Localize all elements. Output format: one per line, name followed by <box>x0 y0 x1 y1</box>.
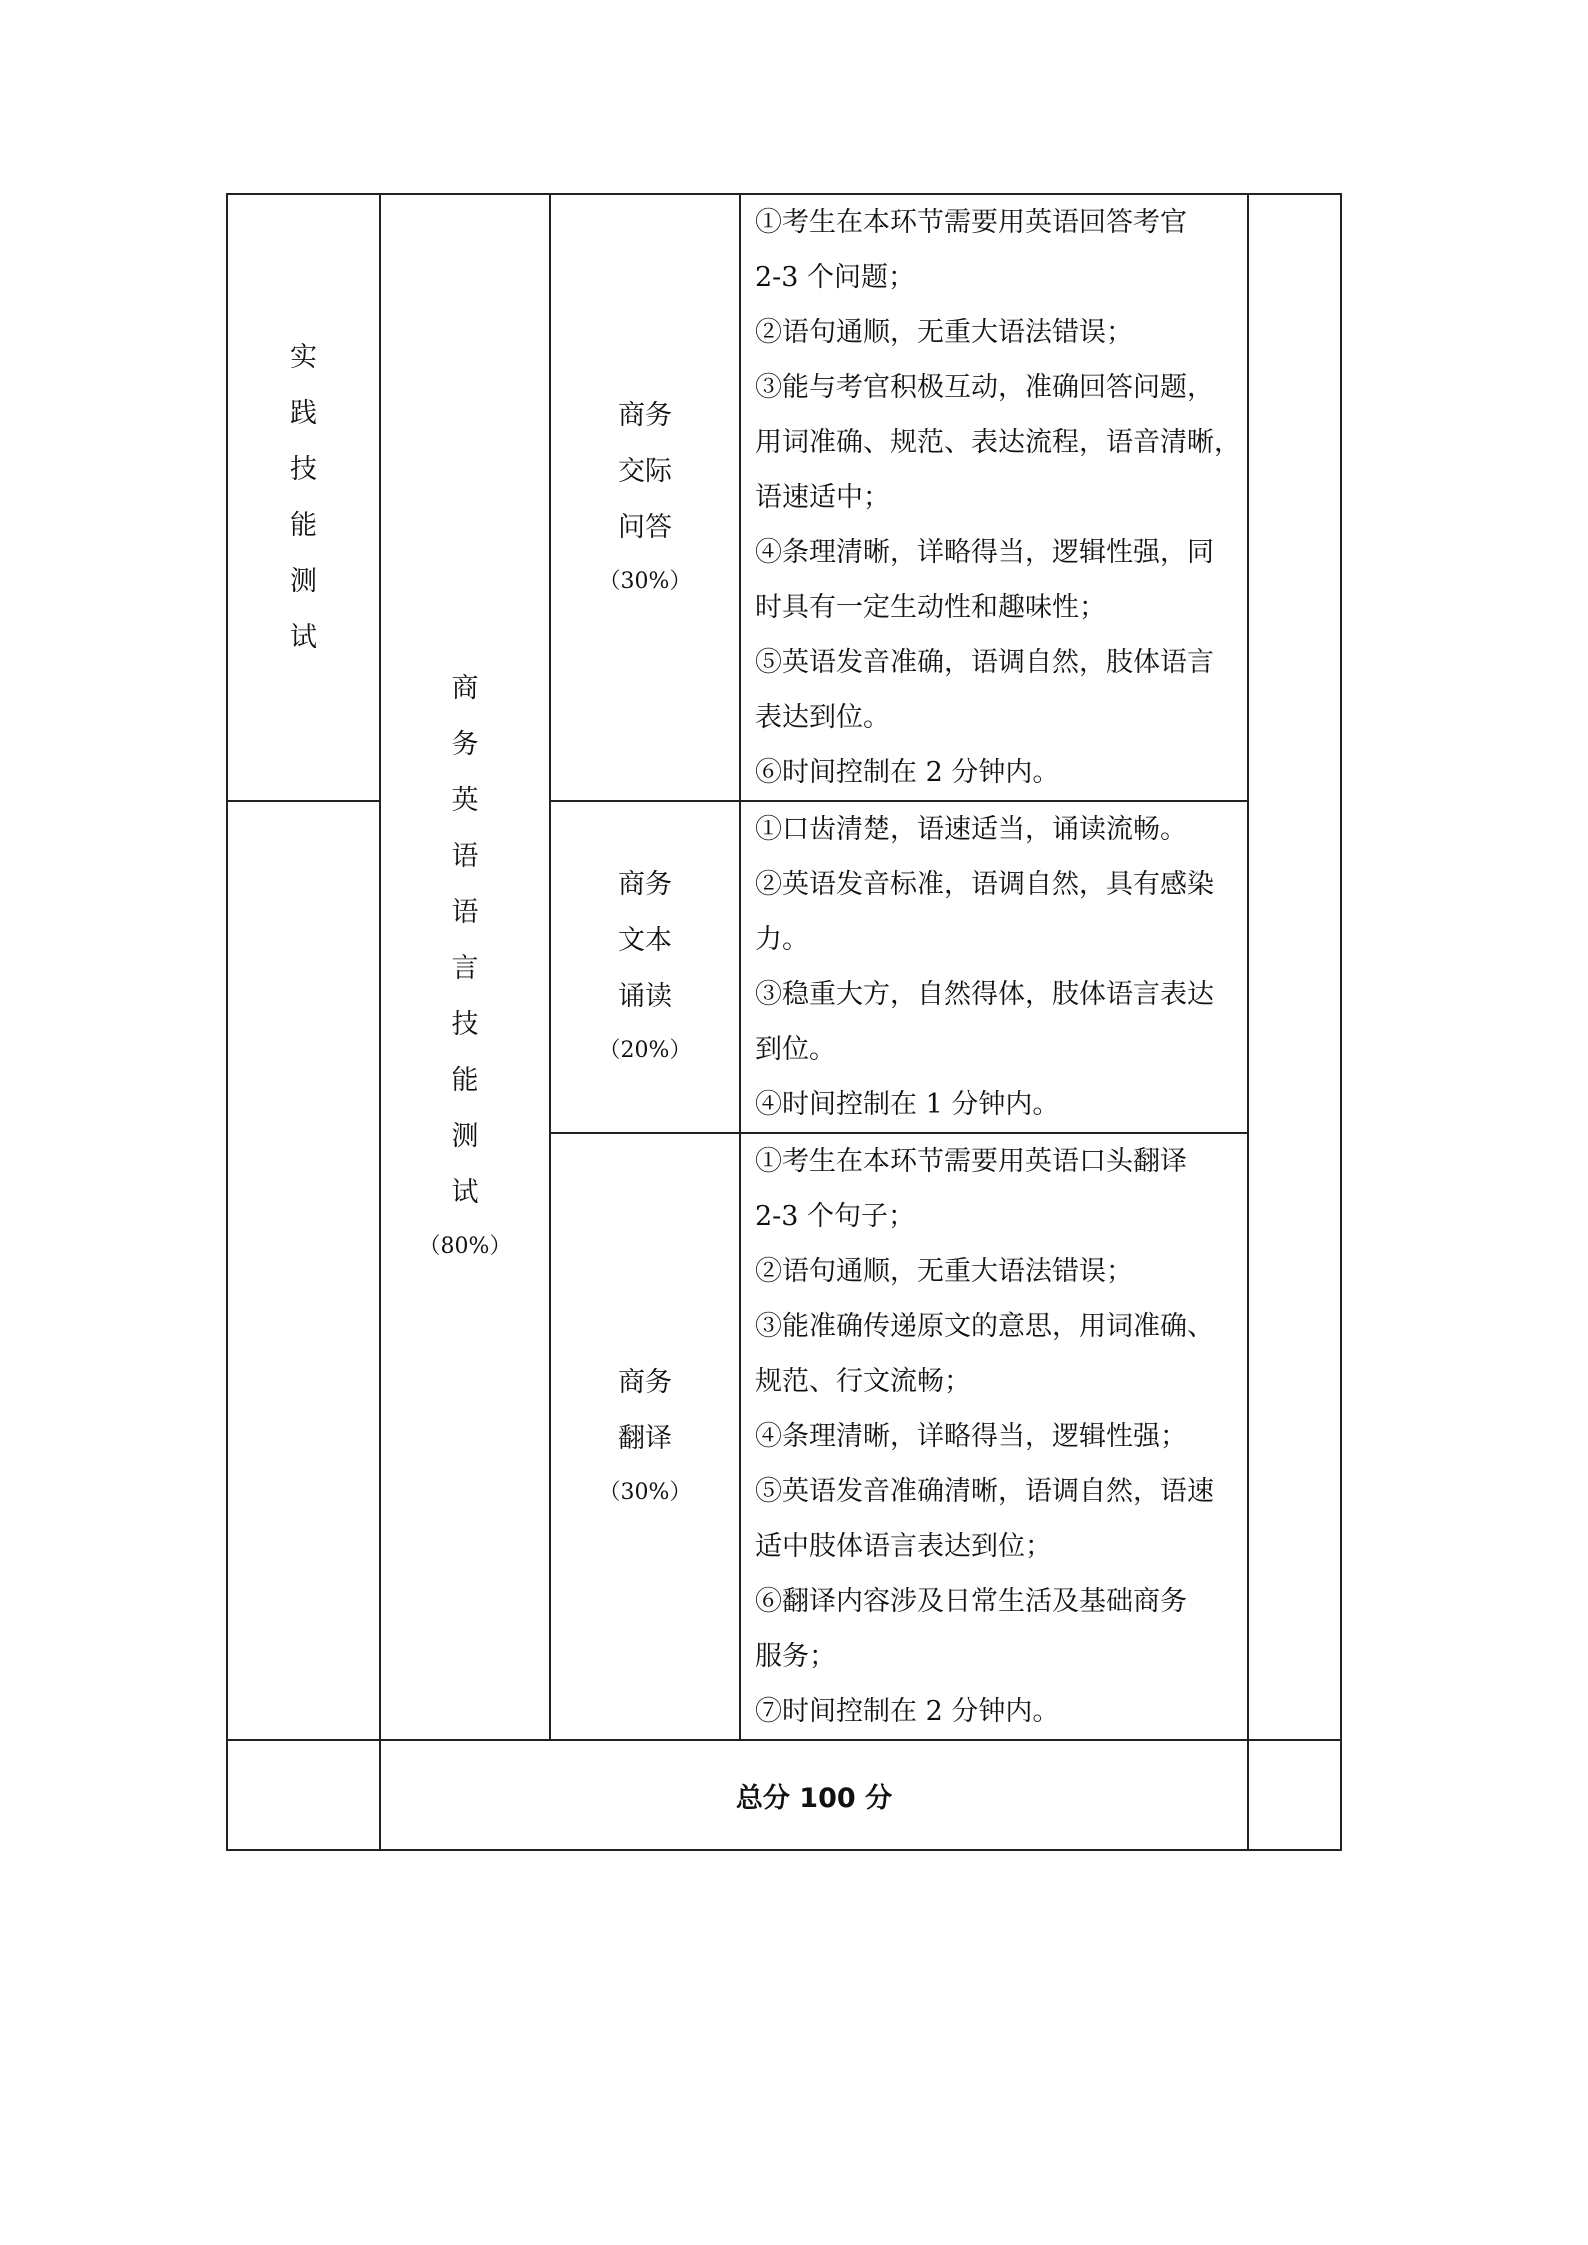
total-score-label: 总分 100 分 <box>380 1740 1248 1850</box>
category-cell-continued <box>227 1133 380 1740</box>
section-percent: （30%） <box>598 1479 692 1505</box>
section-label: 商务 翻译 （30%） <box>551 1355 739 1519</box>
module-cell <box>380 194 550 1740</box>
section-label: 商务 交际 问答 （30%） <box>551 388 739 608</box>
total-row <box>227 1740 1341 1850</box>
category-label: 实 践 技 能 测 试 <box>290 341 317 653</box>
section-name-cell <box>550 194 740 801</box>
total-empty-cell <box>227 1740 380 1850</box>
scoring-table <box>226 193 1342 1851</box>
total-score-cell <box>1248 1740 1341 1850</box>
category-cell-continued <box>227 801 380 1133</box>
section-label: 商务 文本 诵读 （20%） <box>551 857 739 1077</box>
module-percent: （80%） <box>418 1234 512 1259</box>
module-label: 商 务 英 语 语 言 技 能 测 试 （80%） <box>381 661 549 1273</box>
criteria-cell: ①考生在本环节需要用英语口头翻译 2-3 个句子； ②语句通顺，无重大语法错误； ③能准确传递原文的意思，用词准确、 规范、行文流畅； ④条理清晰，详略得当，逻辑性强； ⑤英语发音准确清晰，语调自然，语速 适中肢体语言表达到位； ⑥翻译内容涉及日常生活及基础商务 服务； ⑦时间控制在 2 分钟内。 <box>740 1133 1248 1740</box>
section-percent: （30%） <box>598 568 692 594</box>
score-cell <box>1248 194 1341 1740</box>
section-name-cell <box>550 1133 740 1740</box>
category-cell <box>227 194 380 801</box>
section-name-cell <box>550 801 740 1133</box>
criteria-cell: ①考生在本环节需要用英语回答考官 2-3 个问题； ②语句通顺，无重大语法错误； ③能与考官积极互动，准确回答问题， 用词准确、规范、表达流程，语音清晰， 语速适中； ④条理清晰，详略得当，逻辑性强，同 时具有一定生动性和趣味性； ⑤英语发音准确，语调自然，肢体语言 表达到位。 ⑥时间控制在 2 分钟内。 <box>740 194 1248 801</box>
section-percent: （20%） <box>598 1038 692 1063</box>
criteria-cell: ①口齿清楚，语速适当，诵读流畅。 ②英语发音标准，语调自然，具有感染 力。 ③稳重大方，自然得体，肢体语言表达 到位。 ④时间控制在 1 分钟内。 <box>740 801 1248 1133</box>
table-row <box>227 194 1341 801</box>
